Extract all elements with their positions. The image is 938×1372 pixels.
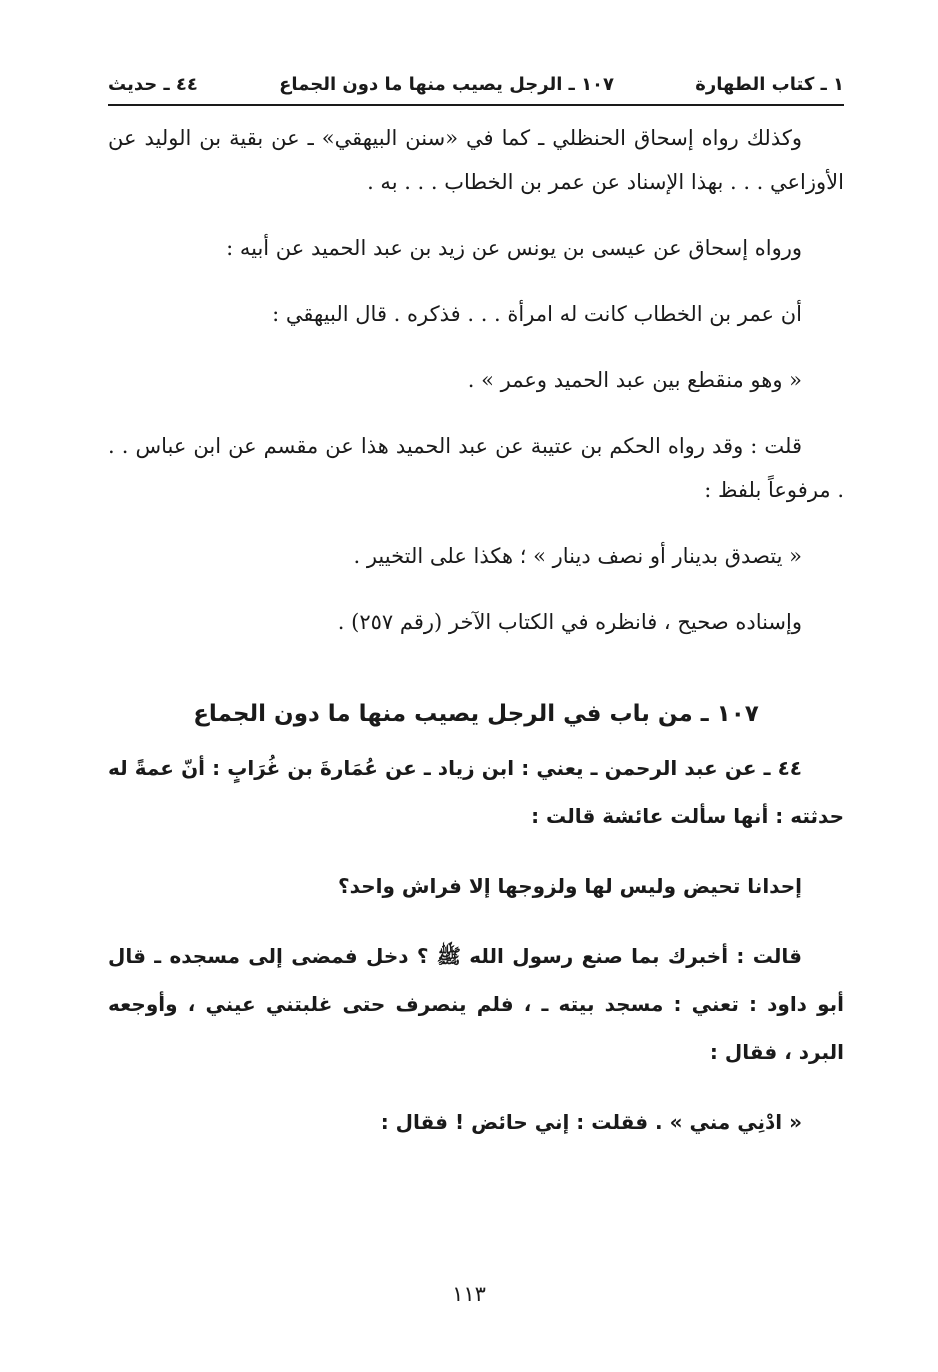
paragraph-1: وكذلك رواه إسحاق الحنظلي ـ كما في «سنن البيهقي» ـ عن بقية بن الوليد عن الأوزاعي . . . بهذا الإسناد عن عمر بن الخطاب . . . به .	[108, 126, 844, 194]
header-rule	[108, 104, 844, 106]
hadith-paragraph-3: قالت : أخبرك بما صنع رسول الله ﷺ ؟ دخل فمضى إلى مسجده ـ قال أبو داود : تعني : مسجد بيته ـ ، فلم ينصرف حتى غلبتني عيني ، وأوجعه البرد ، فقال :	[108, 944, 844, 1064]
paragraph-2: ورواه إسحاق عن عيسى بن يونس عن زيد بن عبد الحميد عن أبيه :	[226, 236, 802, 260]
header-chapter-title: ١٠٧ ـ الرجل يصيب منها ما دون الجماع	[279, 73, 615, 95]
header-hadith-number: ٤٤ ـ حديث	[108, 73, 198, 95]
page-body	[108, 116, 844, 1146]
paragraph-3: أن عمر بن الخطاب كانت له امرأة . . . فذكره . قال البيهقي :	[272, 302, 802, 326]
paragraph-4: « وهو منقطع بين عبد الحميد وعمر » .	[467, 368, 802, 392]
hadith-paragraph-1: ٤٤ ـ عن عبد الرحمن ـ يعني : ابن زياد ـ عن عُمَارةَ بن غُرَابٍ : أنّ عمةً له حدثته : أنها سألت عائشة قالت :	[108, 756, 844, 828]
running-header	[108, 66, 844, 102]
hadith-paragraph-2: إحدانا تحيض وليس لها ولزوجها إلا فراش واحد؟	[338, 874, 802, 898]
paragraph-6: « يتصدق بدينار أو نصف دينار » ؛ هكذا على التخيير .	[353, 544, 802, 568]
page-number: ١١٣	[452, 1282, 486, 1306]
hadith-paragraph-4: « ادْنِي مني » . فقلت : إني حائض ! فقال :	[380, 1110, 802, 1134]
header-book-title: ١ ـ كتاب الطهارة	[695, 73, 844, 95]
paragraph-7: وإسناده صحيح ، فانظره في الكتاب الآخر (رقم ٢٥٧) .	[337, 610, 802, 634]
chapter-heading: ١٠٧ ـ من باب في الرجل يصيب منها ما دون الجماع	[193, 701, 759, 727]
paragraph-5: قلت : وقد رواه الحكم بن عتيبة عن عبد الحميد هذا عن مقسم عن ابن عباس . . . مرفوعاً بلفظ :	[108, 434, 844, 502]
